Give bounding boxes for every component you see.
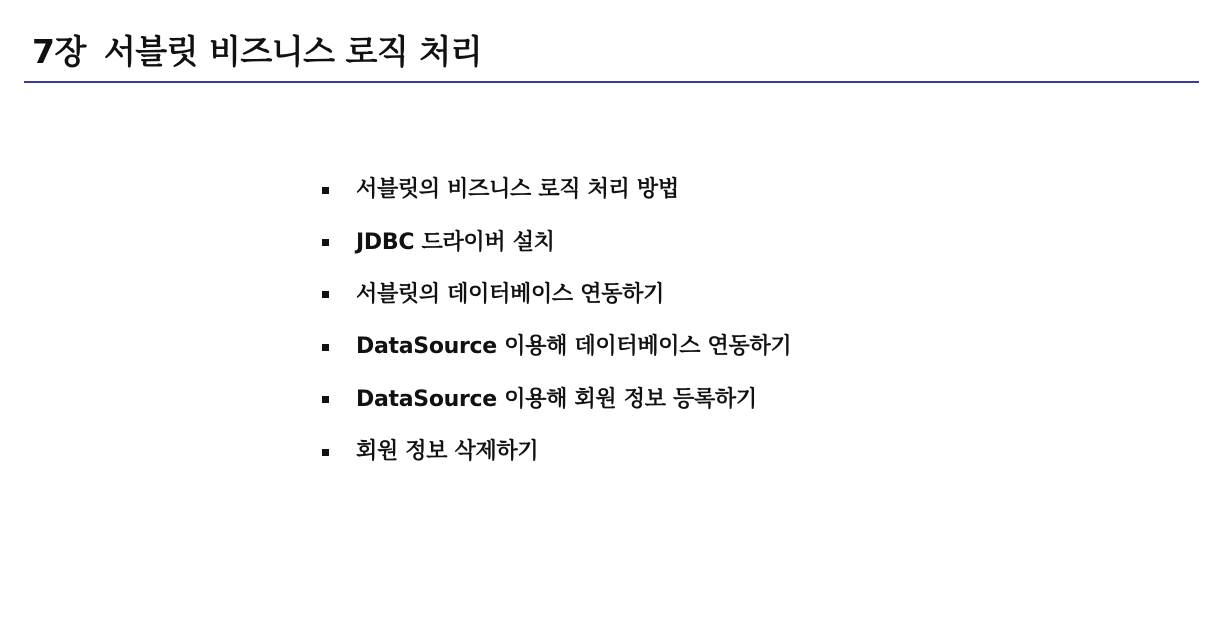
topic-text: DataSource 이용해 데이터베이스 연동하기 — [356, 334, 792, 360]
square-bullet-icon — [322, 187, 329, 194]
topic-text: 회원 정보 삭제하기 — [356, 439, 539, 465]
topic-text: DataSource 이용해 회원 정보 등록하기 — [356, 386, 757, 412]
page-title — [32, 30, 482, 74]
chapter-title: 서블릿 비즈니스 로직 처리 — [103, 32, 482, 71]
list-item — [320, 216, 791, 268]
square-bullet-icon — [322, 344, 329, 351]
square-bullet-icon — [322, 239, 329, 246]
list-item — [320, 426, 791, 478]
square-bullet-icon — [322, 291, 329, 298]
chapter-number: 7장 — [32, 32, 86, 71]
topic-text: 서블릿의 비즈니스 로직 처리 방법 — [356, 177, 679, 203]
title-divider — [24, 81, 1199, 83]
list-item — [320, 269, 791, 321]
topic-text: JDBC 드라이버 설치 — [356, 229, 555, 255]
list-item — [320, 374, 791, 426]
topic-text: 서블릿의 데이터베이스 연동하기 — [356, 281, 665, 307]
topic-list — [320, 164, 791, 478]
list-item — [320, 321, 791, 373]
list-item — [320, 164, 791, 216]
square-bullet-icon — [322, 449, 329, 456]
square-bullet-icon — [322, 396, 329, 403]
